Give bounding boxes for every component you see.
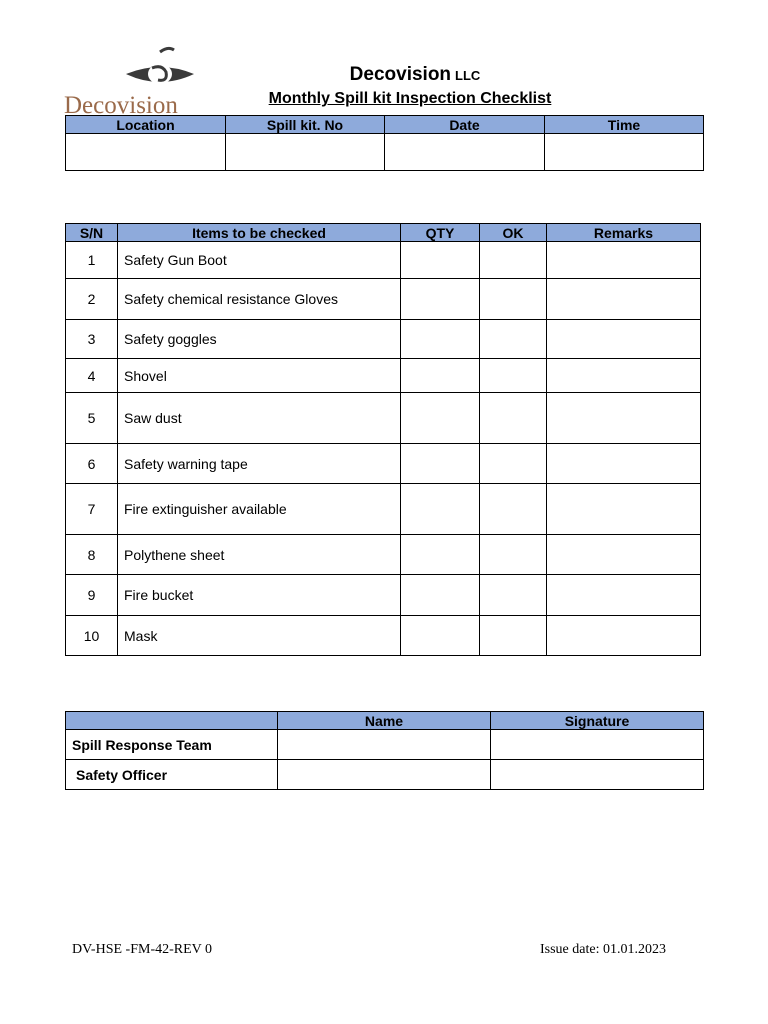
qty-cell[interactable] xyxy=(401,393,480,444)
spill-kit-no-field[interactable] xyxy=(226,134,385,171)
qty-cell[interactable] xyxy=(401,575,480,616)
qty-cell[interactable] xyxy=(401,279,480,320)
table-row xyxy=(66,279,701,320)
role-cell: Spill Response Team xyxy=(66,730,278,760)
sn-cell: 6 xyxy=(66,444,118,484)
table-row xyxy=(66,320,701,359)
ok-cell[interactable] xyxy=(480,575,547,616)
item-cell: Saw dust xyxy=(118,393,401,444)
qty-cell[interactable] xyxy=(401,242,480,279)
sn-cell: 5 xyxy=(66,393,118,444)
ok-cell[interactable] xyxy=(480,484,547,535)
checklist-table xyxy=(65,223,701,656)
table-row xyxy=(66,730,704,760)
name-field[interactable] xyxy=(278,760,491,790)
sn-cell: 2 xyxy=(66,279,118,320)
time-header: Time xyxy=(545,116,704,134)
remarks-header: Remarks xyxy=(547,224,701,242)
item-cell: Shovel xyxy=(118,359,401,393)
signature-field[interactable] xyxy=(491,760,704,790)
remarks-cell[interactable] xyxy=(547,279,701,320)
sn-header: S/N xyxy=(66,224,118,242)
remarks-cell[interactable] xyxy=(547,535,701,575)
date-field[interactable] xyxy=(385,134,545,171)
table-row xyxy=(66,393,701,444)
ok-cell[interactable] xyxy=(480,535,547,575)
qty-cell[interactable] xyxy=(401,359,480,393)
qty-cell[interactable] xyxy=(401,484,480,535)
item-cell: Polythene sheet xyxy=(118,535,401,575)
role-header xyxy=(66,712,278,730)
signature-table xyxy=(65,711,704,790)
sn-cell: 8 xyxy=(66,535,118,575)
remarks-cell[interactable] xyxy=(547,484,701,535)
signature-field[interactable] xyxy=(491,730,704,760)
sn-cell: 10 xyxy=(66,616,118,656)
item-cell: Safety warning tape xyxy=(118,444,401,484)
eye-logo-icon xyxy=(64,46,198,116)
remarks-cell[interactable] xyxy=(547,393,701,444)
remarks-cell[interactable] xyxy=(547,320,701,359)
remarks-cell[interactable] xyxy=(547,444,701,484)
ok-cell[interactable] xyxy=(480,393,547,444)
logo-wordmark: Decovision xyxy=(64,92,178,116)
qty-cell[interactable] xyxy=(401,444,480,484)
sn-cell: 3 xyxy=(66,320,118,359)
company-suffix: LLC xyxy=(455,68,481,83)
location-header: Location xyxy=(66,116,226,134)
spill-kit-no-header: Spill kit. No xyxy=(226,116,385,134)
document-code: DV-HSE -FM-42-REV 0 xyxy=(72,942,213,957)
issue-date: Issue date: 01.01.2023 xyxy=(540,942,666,957)
ok-header: OK xyxy=(480,224,547,242)
qty-cell[interactable] xyxy=(401,535,480,575)
location-table xyxy=(65,115,704,171)
name-field[interactable] xyxy=(278,730,491,760)
date-header: Date xyxy=(385,116,545,134)
role-cell: Safety Officer xyxy=(66,760,278,790)
remarks-cell[interactable] xyxy=(547,575,701,616)
name-header: Name xyxy=(278,712,491,730)
ok-cell[interactable] xyxy=(480,616,547,656)
ok-cell[interactable] xyxy=(480,242,547,279)
table-row xyxy=(66,760,704,790)
items-header: Items to be checked xyxy=(118,224,401,242)
sn-cell: 9 xyxy=(66,575,118,616)
table-row xyxy=(66,484,701,535)
ok-cell[interactable] xyxy=(480,320,547,359)
item-cell: Safety Gun Boot xyxy=(118,242,401,279)
table-row xyxy=(66,616,701,656)
remarks-cell[interactable] xyxy=(547,359,701,393)
table-row xyxy=(66,535,701,575)
ok-cell[interactable] xyxy=(480,444,547,484)
item-cell: Mask xyxy=(118,616,401,656)
item-cell: Safety chemical resistance Gloves xyxy=(118,279,401,320)
item-cell: Fire extinguisher available xyxy=(118,484,401,535)
remarks-cell[interactable] xyxy=(547,616,701,656)
ok-cell[interactable] xyxy=(480,359,547,393)
sn-cell: 7 xyxy=(66,484,118,535)
item-cell: Fire bucket xyxy=(118,575,401,616)
time-field[interactable] xyxy=(545,134,704,171)
signature-header: Signature xyxy=(491,712,704,730)
company-name-text: Decovision xyxy=(349,64,452,85)
remarks-cell[interactable] xyxy=(547,242,701,279)
ok-cell[interactable] xyxy=(480,279,547,320)
company-logo xyxy=(64,46,198,116)
qty-cell[interactable] xyxy=(401,616,480,656)
table-row xyxy=(66,359,701,393)
table-row xyxy=(66,575,701,616)
company-name xyxy=(250,64,580,86)
table-row xyxy=(66,444,701,484)
item-cell: Safety goggles xyxy=(118,320,401,359)
qty-header: QTY xyxy=(401,224,480,242)
location-field[interactable] xyxy=(66,134,226,171)
sn-cell: 4 xyxy=(66,359,118,393)
table-row xyxy=(66,242,701,279)
qty-cell[interactable] xyxy=(401,320,480,359)
sn-cell: 1 xyxy=(66,242,118,279)
document-title: Monthly Spill kit Inspection Checklist xyxy=(268,90,552,107)
